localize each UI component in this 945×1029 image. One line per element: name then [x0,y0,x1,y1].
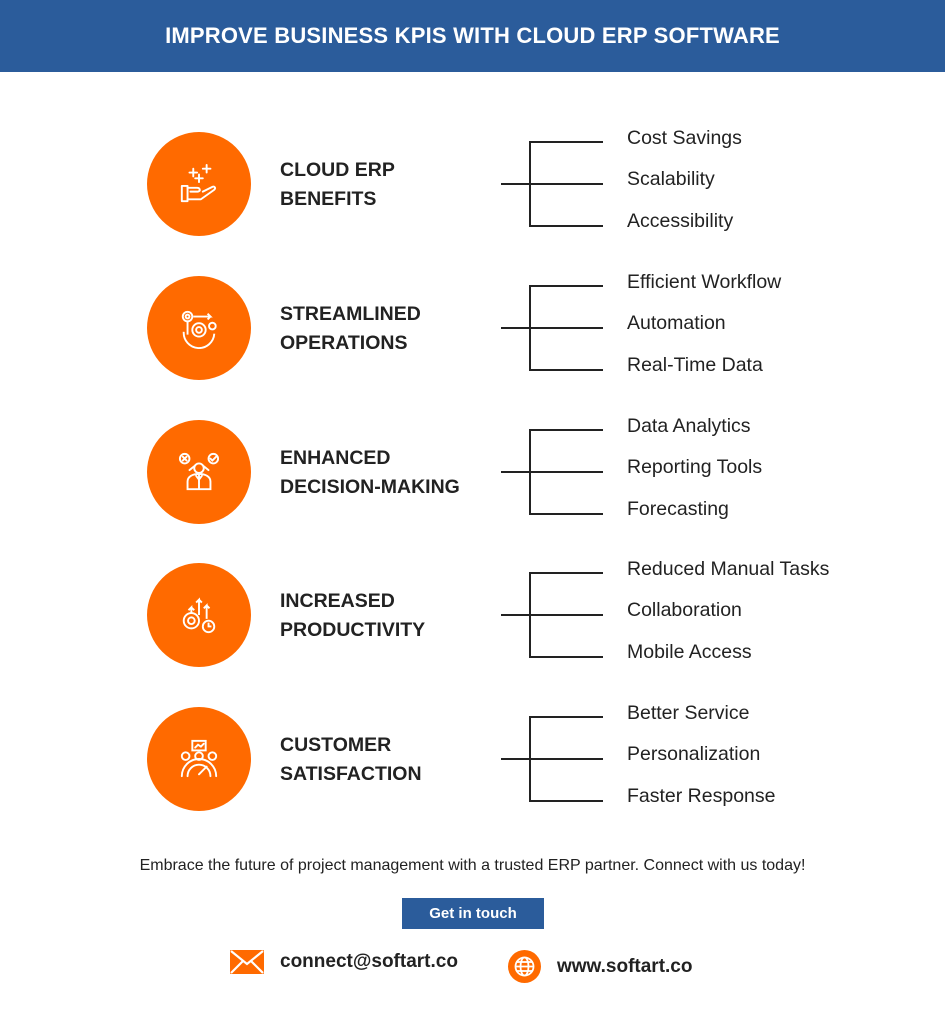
email-link[interactable]: connect@softart.co [280,951,458,972]
globe-icon [508,950,541,983]
section-title [280,587,425,645]
bracket-connector [501,327,529,329]
footer-text: Embrace the future of project management with a trusted ERP partner. Connect with us today! [139,857,806,874]
section-title [280,731,422,789]
benefit-item: Data Analytics [627,415,751,437]
kpi-section [0,412,945,532]
bracket-branch [529,285,603,287]
person-decision-icon [175,451,223,493]
icon-circle [147,420,251,524]
bracket-connector [501,758,529,760]
bracket-vertical [529,327,531,370]
icon-circle [147,132,251,236]
satisfaction-meter-icon [175,738,223,780]
bracket-branch [529,225,603,227]
kpi-section [0,699,945,819]
website-contact[interactable] [508,950,692,983]
bracket-connector [501,614,529,616]
bracket-branch [529,429,603,431]
section-title-line2: BENEFITS [280,188,377,210]
benefit-item: Real-Time Data [627,354,763,376]
benefit-item: Accessibility [627,210,734,232]
section-title-line2: OPERATIONS [280,332,408,354]
benefit-item: Scalability [627,168,715,190]
email-contact[interactable] [230,950,458,974]
bracket-vertical [529,471,531,514]
header-banner [0,0,945,72]
bracket-branch [529,716,603,718]
gear-growth-icon [175,594,223,636]
bracket-vertical [529,141,531,184]
hand-sparkle-icon [175,163,223,205]
section-title-line1: CUSTOMER [280,734,392,756]
bracket-vertical [529,285,531,328]
bracket-branch [529,800,603,802]
section-title-line2: PRODUCTIVITY [280,619,426,641]
bracket-vertical [529,716,531,759]
bracket-branch [529,141,603,143]
kpi-section [0,555,945,675]
benefit-item: Better Service [627,702,750,724]
benefit-item: Personalization [627,743,761,765]
benefit-item: Reduced Manual Tasks [627,558,830,580]
benefit-item: Cost Savings [627,127,742,149]
bracket-branch [529,471,603,473]
benefit-item: Collaboration [627,599,742,621]
bracket-vertical [529,429,531,472]
bracket-branch [529,369,603,371]
envelope-icon [230,950,264,974]
benefit-item: Efficient Workflow [627,271,782,293]
section-title-line1: INCREASED [280,590,395,612]
bracket-connector [501,471,529,473]
bracket-branch [529,656,603,658]
benefit-item: Mobile Access [627,641,752,663]
bracket-branch [529,758,603,760]
get-in-touch-button[interactable]: Get in touch [402,898,544,929]
section-title [280,156,395,214]
section-title-line1: STREAMLINED [280,303,421,325]
benefit-item: Forecasting [627,498,729,520]
bracket-vertical [529,572,531,615]
bracket-branch [529,614,603,616]
bracket-vertical [529,758,531,801]
page-title: IMPROVE BUSINESS KPIS WITH CLOUD ERP SOFTWARE [165,23,780,48]
benefit-item: Faster Response [627,785,776,807]
section-title-line1: ENHANCED [280,447,391,469]
section-title [280,300,421,358]
section-title [280,444,460,502]
icon-circle [147,707,251,811]
bracket-branch [529,327,603,329]
icon-circle [147,276,251,380]
benefit-item: Reporting Tools [627,456,763,478]
bracket-branch [529,183,603,185]
bracket-vertical [529,614,531,657]
section-title-line2: DECISION-MAKING [280,476,460,498]
gears-workflow-icon [175,307,223,349]
bracket-connector [501,183,529,185]
website-link[interactable]: www.softart.co [557,955,693,977]
icon-circle [147,563,251,667]
kpi-section [0,124,945,244]
bracket-branch [529,513,603,515]
benefit-item: Automation [627,312,726,334]
bracket-vertical [529,183,531,226]
section-title-line1: CLOUD ERP [280,159,395,181]
section-title-line2: SATISFACTION [280,763,422,785]
kpi-section [0,268,945,388]
bracket-branch [529,572,603,574]
